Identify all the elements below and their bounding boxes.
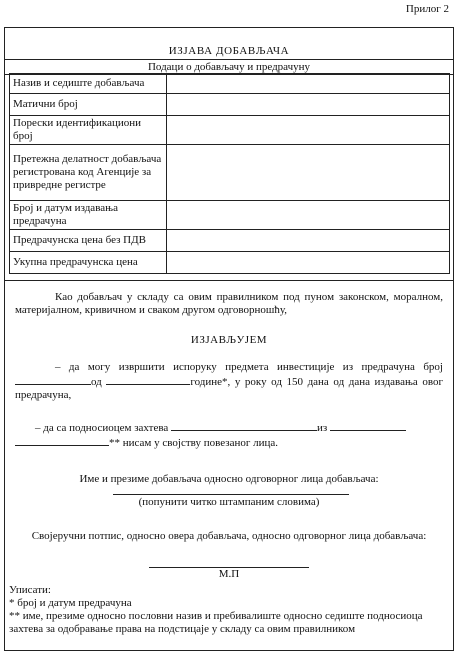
declaration-form: [4, 27, 454, 651]
field-label: Број и датум издавања предрачуна: [10, 201, 167, 230]
table-row: [10, 74, 450, 94]
field-label: Укупна предрачунска цена: [10, 252, 167, 274]
field-value[interactable]: [167, 145, 450, 201]
invoice-number-blank[interactable]: [15, 374, 91, 385]
signature-label: Својеручни потпис, односно овера добављача, односно одговорног лица добављача:: [31, 530, 427, 542]
table-row: [10, 145, 450, 201]
field-value[interactable]: [167, 94, 450, 116]
field-label: Порески идентификациони број: [10, 116, 167, 145]
item2-from: из: [317, 422, 328, 434]
stamp-label: М.П: [218, 568, 240, 580]
form-subtitle: Подаци о добављачу и предрачуну: [5, 59, 453, 75]
field-label: Назив и седиште добављача: [10, 74, 167, 94]
note-item: * број и датум предрачуна: [9, 597, 132, 609]
field-value[interactable]: [167, 252, 450, 274]
applicant-place-blank-2[interactable]: [15, 435, 109, 446]
declaration-item-2: [5, 420, 453, 450]
table-row: [10, 94, 450, 116]
divider: [5, 280, 453, 281]
item2-prefix: – да са подносиоцем захтева: [35, 422, 169, 434]
table-row: [10, 201, 450, 230]
note-item: ** име, презиме односно пословни назив и пребивалиште односно седиште подносиоца захтева за одобравање права на подстицаје у складу са овим правилником: [9, 610, 423, 635]
name-line[interactable]: [113, 494, 349, 495]
name-label: Име и презиме добављача односно одговорног лица добављача:: [79, 473, 379, 485]
table-row: [10, 116, 450, 145]
item2-end: ** нисам у својству повезаног лица.: [109, 437, 279, 449]
field-label: Предрачунска цена без ПДВ: [10, 230, 167, 252]
name-hint: (попунити читко штампаним словима): [138, 496, 320, 508]
notes-heading: Уписати:: [9, 584, 51, 596]
appendix-label: Прилог 2: [405, 3, 449, 15]
field-label: Матични број: [10, 94, 167, 116]
field-value[interactable]: [167, 201, 450, 230]
applicant-name-blank[interactable]: [171, 420, 317, 431]
declare-heading: ИЗЈАВЉУЈЕМ: [190, 334, 268, 346]
supplier-data-table: [9, 73, 450, 274]
field-value[interactable]: [167, 74, 450, 94]
applicant-place-blank[interactable]: [330, 420, 406, 431]
declaration-item-1: [5, 361, 453, 402]
form-title: ИЗЈАВА ДОБАВЉАЧА: [168, 45, 290, 57]
table-row: [10, 252, 450, 274]
invoice-date-blank[interactable]: [106, 374, 190, 385]
table-row: [10, 230, 450, 252]
field-value[interactable]: [167, 116, 450, 145]
item1-from: од: [91, 376, 102, 388]
statement-text: Као добављач у складу са овим правилником под пуном законском, моралном, материјалном, кривичном и сваком другом одговорношћу,: [15, 291, 443, 316]
notes-section: [9, 584, 429, 636]
item1-prefix: – да могу извршити испоруку предмета инвестиције из предрачуна број: [55, 361, 443, 373]
item1-year: године*, у року од 150 дана од дана издавања овог предрачуна,: [15, 376, 444, 401]
field-label: Претежна делатност добављача регистрована код Агенције за привредне регистре: [10, 145, 167, 201]
field-value[interactable]: [167, 230, 450, 252]
